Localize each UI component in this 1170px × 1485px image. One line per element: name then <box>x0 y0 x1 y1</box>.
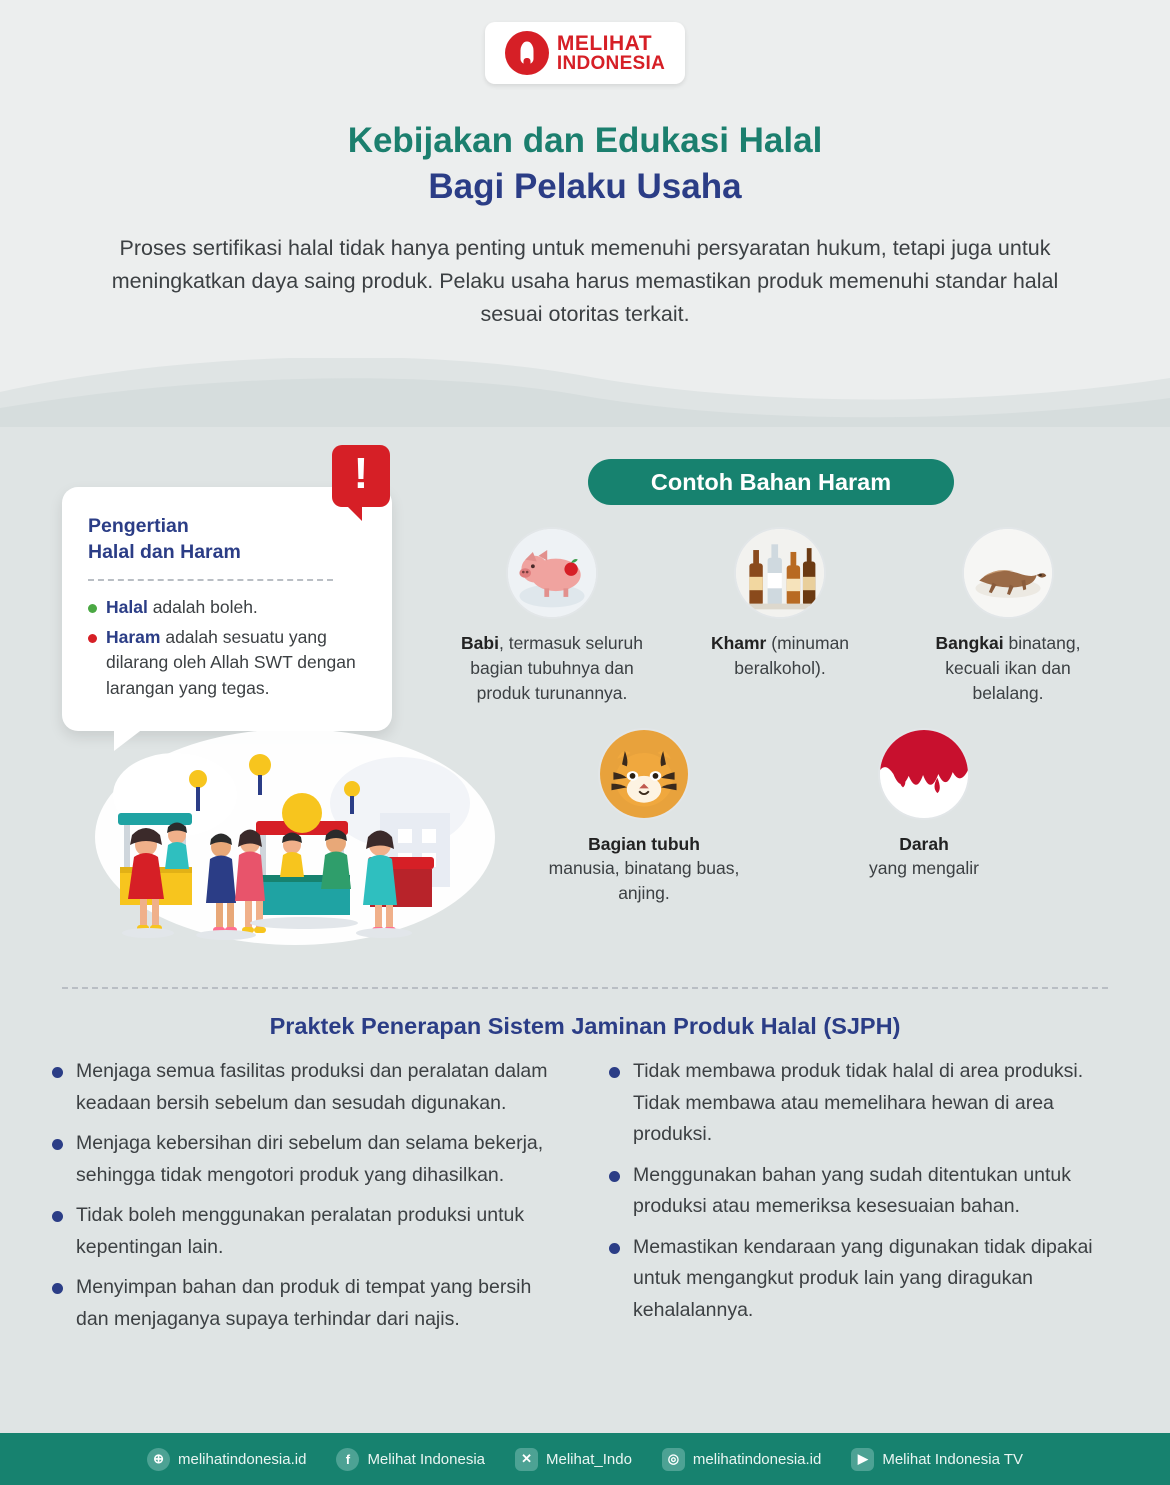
brand-logo <box>485 22 685 84</box>
street-market-illustration <box>80 717 500 957</box>
definition-list <box>88 595 366 701</box>
facebook-icon: f <box>336 1448 359 1471</box>
haram-item-caption <box>544 832 744 907</box>
page-title-line2: Bagi Pelaku Usaha <box>428 167 742 207</box>
list-item <box>88 625 366 702</box>
footer-label-instagram: melihatindonesia.id <box>692 1450 822 1468</box>
haram-text-1: (minuman beralkohol). <box>734 633 850 678</box>
instagram-icon: ◎ <box>662 1448 685 1471</box>
footer-item-twitter[interactable] <box>515 1448 632 1471</box>
haram-row-2 <box>450 728 1110 907</box>
header <box>0 22 1170 427</box>
footer-item-youtube[interactable] <box>851 1448 1023 1471</box>
list-item: Memastikan kendaraan yang digunakan tidak dipakai untuk mengangkut produk lain yang diragukan kehalalannya. <box>605 1232 1122 1327</box>
tiger-icon <box>598 728 690 820</box>
blood-drip-icon <box>878 728 970 820</box>
list-item: Menjaga kebersihan diri sebelum dan selama bekerja, sehingga tidak mengotori produk yang dihasilkan. <box>48 1128 565 1191</box>
bullet-dot-red-icon <box>88 634 97 643</box>
bullet-dot-green-icon <box>88 604 97 613</box>
alcohol-bottles-icon <box>734 527 826 619</box>
definition-title-line1: Pengertian <box>88 515 189 537</box>
footer-item-facebook[interactable] <box>336 1448 485 1471</box>
footer-label-facebook: Melihat Indonesia <box>367 1450 486 1468</box>
haram-term-4: Darah <box>899 833 949 854</box>
header-curve-divider <box>0 358 1170 428</box>
haram-item-bangkai <box>908 527 1108 706</box>
definition-title-line2: Halal dan Haram <box>88 541 241 564</box>
haram-term-1: Khamr <box>710 633 767 653</box>
page-title <box>0 118 1170 210</box>
definition-term-halal: Halal <box>106 597 148 618</box>
haram-item-khamr <box>680 527 880 706</box>
haram-item-caption <box>824 832 1024 882</box>
exclamation-alert-icon: ! <box>332 445 390 507</box>
list-item: Menyimpan bahan dan produk di tempat yang bersih dan menjaganya supaya terhindar dari najis. <box>48 1272 565 1335</box>
youtube-icon: ▶ <box>851 1448 874 1471</box>
haram-term-2: Bangkai <box>935 633 1004 653</box>
intro-paragraph: Proses sertifikasi halal tidak hanya penting untuk memenuhi persyaratan hukum, tetapi juga untuk meningkatkan daya saing produk. Pelaku usaha harus memastikan produk memenuhi standar halal sesuai otoritas terkait. <box>111 236 1059 326</box>
haram-text-2: binatang, kecuali ikan dan belalang. <box>945 633 1081 703</box>
list-item: Tidak boleh menggunakan peralatan produksi untuk kepentingan lain. <box>48 1200 565 1263</box>
definition-card <box>62 487 392 731</box>
haram-item-caption <box>908 631 1108 706</box>
list-item <box>88 595 366 621</box>
middle-section <box>0 427 1170 987</box>
haram-section-heading: Contoh Bahan Haram <box>588 459 954 505</box>
sjph-right-column <box>605 1056 1122 1345</box>
haram-term-0: Babi <box>461 633 499 653</box>
sjph-right-list <box>605 1056 1122 1327</box>
haram-item-caption <box>680 631 880 681</box>
footer-label-twitter: Melihat_Indo <box>546 1450 632 1468</box>
haram-text-4: yang mengalir <box>869 858 979 879</box>
footer-item-website[interactable] <box>147 1448 306 1471</box>
melihat-indonesia-logo-icon <box>505 31 549 75</box>
haram-text-0: , termasuk seluruh bagian tubuhnya dan produk turunannya. <box>470 633 643 703</box>
haram-item-darah <box>824 728 1024 907</box>
haram-items-grid <box>450 527 1110 906</box>
haram-item-caption <box>452 631 652 706</box>
dashed-divider <box>88 579 333 581</box>
footer-label-website: melihatindonesia.id <box>178 1450 307 1468</box>
page-title-line1: Kebijakan dan Edukasi Halal <box>347 121 823 160</box>
x-twitter-icon: ✕ <box>515 1448 538 1471</box>
haram-item-pig <box>452 527 652 706</box>
sjph-title: Praktek Penerapan Sistem Jaminan Produk Halal (SJPH) <box>269 1013 901 1039</box>
content-panel <box>0 427 1170 1447</box>
list-item: Menjaga semua fasilitas produksi dan peralatan dalam keadaan bersih sebelum dan sesudah digunakan. <box>48 1056 565 1119</box>
brand-wordmark <box>557 33 665 73</box>
footer-label-youtube: Melihat Indonesia TV <box>882 1450 1023 1468</box>
haram-row-1 <box>450 527 1110 706</box>
sjph-left-column <box>48 1056 565 1345</box>
sjph-left-list <box>48 1056 565 1336</box>
footer-social-bar <box>0 1433 1170 1485</box>
globe-icon: ⊕ <box>147 1448 170 1471</box>
definition-term-haram: Haram <box>106 626 161 647</box>
list-item: Menggunakan bahan yang sudah ditentukan untuk produksi atau memeriksa kesesuaian bahan. <box>605 1160 1122 1223</box>
sjph-columns <box>0 1056 1170 1345</box>
haram-term-3: Bagian tubuh <box>588 833 700 854</box>
haram-item-bagian-tubuh <box>544 728 744 907</box>
definition-card-title <box>88 513 366 565</box>
haram-text-3: manusia, binatang buas, anjing. <box>548 858 740 904</box>
carcass-icon <box>962 527 1054 619</box>
definition-text-haram: adalah sesuatu yang dilarang oleh Allah SWT dengan larangan yang tegas. <box>106 626 356 698</box>
brand-logo-line2: INDONESIA <box>556 53 666 74</box>
brand-logo-line1: MELIHAT <box>556 32 653 55</box>
definition-text-halal: adalah boleh. <box>147 597 258 618</box>
pig-icon <box>506 527 598 619</box>
footer-item-instagram[interactable] <box>662 1448 821 1471</box>
list-item: Tidak membawa produk tidak halal di area produksi. Tidak membawa atau memelihara hewan di area produksi. <box>605 1056 1122 1151</box>
